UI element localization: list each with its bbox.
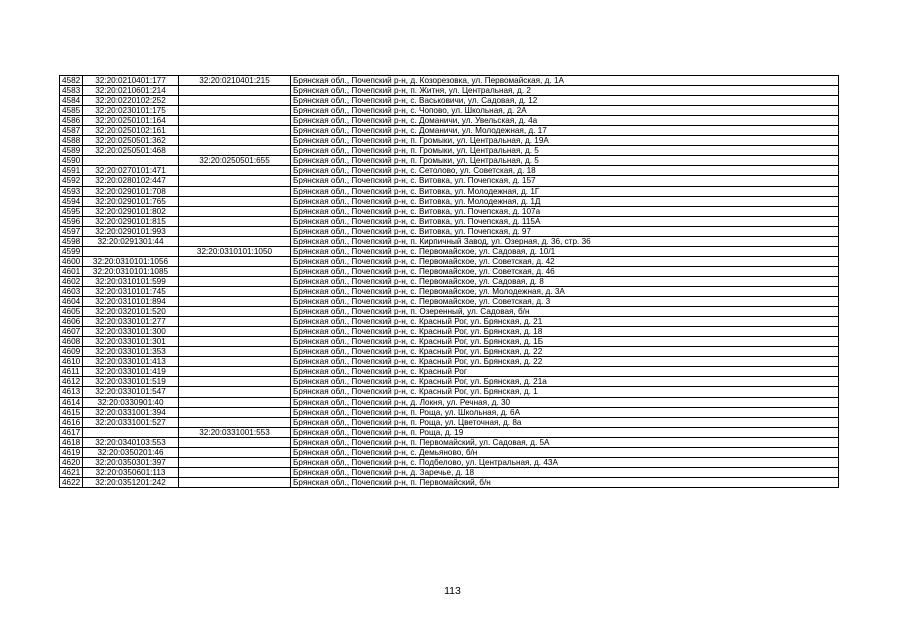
cadastral-number-cell: 32:20:0350601:113 <box>83 467 179 477</box>
row-number-cell: 4594 <box>60 196 83 206</box>
table-row <box>60 216 839 226</box>
row-number-cell: 4588 <box>60 136 83 146</box>
table-row <box>60 86 839 96</box>
related-cadastral-number-cell <box>179 236 291 246</box>
related-cadastral-number-cell <box>179 206 291 216</box>
table-row <box>60 236 839 246</box>
address-cell: Брянская обл., Почепский р-н, с. Красный Рог, ул. Брянская, д. 1Б <box>291 337 839 347</box>
related-cadastral-number-cell <box>179 196 291 206</box>
row-number-cell: 4592 <box>60 176 83 186</box>
related-cadastral-number-cell <box>179 387 291 397</box>
row-number-cell: 4583 <box>60 86 83 96</box>
cadastral-number-cell: 32:20:0230101:175 <box>83 106 179 116</box>
row-number-cell: 4604 <box>60 297 83 307</box>
address-cell: Брянская обл., Почепский р-н, п. Громыки, ул. Центральная, д. 5 <box>291 156 839 166</box>
related-cadastral-number-cell <box>179 307 291 317</box>
row-number-cell: 4586 <box>60 116 83 126</box>
address-cell: Брянская обл., Почепский р-н, с. Васьковичи, ул. Садовая, д. 12 <box>291 96 839 106</box>
cadastral-number-cell: 32:20:0330101:519 <box>83 377 179 387</box>
related-cadastral-number-cell <box>179 256 291 266</box>
related-cadastral-number-cell: 32:20:0210401:215 <box>179 76 291 86</box>
row-number-cell: 4611 <box>60 367 83 377</box>
row-number-cell: 4610 <box>60 357 83 367</box>
address-cell: Брянская обл., Почепский р-н, д. Заречье, д. 18 <box>291 467 839 477</box>
table-row <box>60 246 839 256</box>
related-cadastral-number-cell <box>179 397 291 407</box>
cadastral-number-cell: 32:20:0291301:44 <box>83 236 179 246</box>
row-number-cell: 4612 <box>60 377 83 387</box>
table-row <box>60 377 839 387</box>
row-number-cell: 4608 <box>60 337 83 347</box>
related-cadastral-number-cell <box>179 286 291 296</box>
row-number-cell: 4603 <box>60 286 83 296</box>
address-cell: Брянская обл., Почепский р-н, с. Витовка, ул. Почепская, д. 115А <box>291 216 839 226</box>
cadastral-number-cell: 32:20:0351201:242 <box>83 477 179 487</box>
table-row <box>60 286 839 296</box>
cadastral-number-cell: 32:20:0330101:353 <box>83 347 179 357</box>
cadastral-number-cell: 32:20:0290101:708 <box>83 186 179 196</box>
cadastral-number-cell: 32:20:0310101:745 <box>83 286 179 296</box>
related-cadastral-number-cell <box>179 136 291 146</box>
table-row <box>60 447 839 457</box>
cadastral-number-cell: 32:20:0350201:46 <box>83 447 179 457</box>
table-row <box>60 276 839 286</box>
related-cadastral-number-cell <box>179 146 291 156</box>
row-number-cell: 4598 <box>60 236 83 246</box>
related-cadastral-number-cell <box>179 297 291 307</box>
cadastral-number-cell: 32:20:0290101:802 <box>83 206 179 216</box>
related-cadastral-number-cell <box>179 417 291 427</box>
row-number-cell: 4616 <box>60 417 83 427</box>
related-cadastral-number-cell: 32:20:0331001:553 <box>179 427 291 437</box>
related-cadastral-number-cell <box>179 176 291 186</box>
property-table <box>59 75 839 488</box>
row-number-cell: 4599 <box>60 246 83 256</box>
related-cadastral-number-cell <box>179 317 291 327</box>
related-cadastral-number-cell <box>179 467 291 477</box>
cadastral-number-cell <box>83 246 179 256</box>
table-row <box>60 136 839 146</box>
row-number-cell: 4615 <box>60 407 83 417</box>
row-number-cell: 4613 <box>60 387 83 397</box>
related-cadastral-number-cell <box>179 116 291 126</box>
table-row <box>60 126 839 136</box>
related-cadastral-number-cell <box>179 327 291 337</box>
table-row <box>60 96 839 106</box>
row-number-cell: 4591 <box>60 166 83 176</box>
row-number-cell: 4587 <box>60 126 83 136</box>
address-cell: Брянская обл., Почепский р-н, п. Озеренный, ул. Садовая, б/н <box>291 307 839 317</box>
cadastral-number-cell: 32:20:0290101:815 <box>83 216 179 226</box>
address-cell: Брянская обл., Почепский р-н, п. Громыки, ул. Центральная, д. 19А <box>291 136 839 146</box>
row-number-cell: 4620 <box>60 457 83 467</box>
related-cadastral-number-cell <box>179 347 291 357</box>
related-cadastral-number-cell <box>179 367 291 377</box>
address-cell: Брянская обл., Почепский р-н, с. Витовка, ул. Молодежная, д. 1Г <box>291 186 839 196</box>
table-row <box>60 477 839 487</box>
address-cell: Брянская обл., Почепский р-н, д. Локня, ул. Речная, д. 30 <box>291 397 839 407</box>
row-number-cell: 4617 <box>60 427 83 437</box>
row-number-cell: 4619 <box>60 447 83 457</box>
table-row <box>60 407 839 417</box>
table-row <box>60 266 839 276</box>
table-row <box>60 116 839 126</box>
address-cell: Брянская обл., Почепский р-н, с. Первомайское, ул. Советская, д. 42 <box>291 256 839 266</box>
address-cell: Брянская обл., Почепский р-н, п. Громыки, ул. Центральная, д. 5 <box>291 146 839 156</box>
cadastral-number-cell: 32:20:0330101:277 <box>83 317 179 327</box>
table-row <box>60 417 839 427</box>
related-cadastral-number-cell <box>179 276 291 286</box>
row-number-cell: 4590 <box>60 156 83 166</box>
address-cell: Брянская обл., Почепский р-н, с. Демьяново, б/н <box>291 447 839 457</box>
address-cell: Брянская обл., Почепский р-н, с. Первомайское, ул. Садовая, д. 8 <box>291 276 839 286</box>
row-number-cell: 4607 <box>60 327 83 337</box>
address-cell: Брянская обл., Почепский р-н, п. Первомайский, ул. Садовая, д. 5А <box>291 437 839 447</box>
table-row <box>60 437 839 447</box>
cadastral-number-cell: 32:20:0331001:394 <box>83 407 179 417</box>
address-cell: Брянская обл., Почепский р-н, с. Первомайское, ул. Молодежная, д. 3А <box>291 286 839 296</box>
related-cadastral-number-cell <box>179 86 291 96</box>
address-cell: Брянская обл., Почепский р-н, с. Витовка, ул. Почепская, д. 157 <box>291 176 839 186</box>
cadastral-number-cell: 32:20:0210601:214 <box>83 86 179 96</box>
address-cell: Брянская обл., Почепский р-н, с. Витовка, ул. Почепская, д. 97 <box>291 226 839 236</box>
related-cadastral-number-cell <box>179 126 291 136</box>
related-cadastral-number-cell: 32:20:0310101:1050 <box>179 246 291 256</box>
related-cadastral-number-cell <box>179 226 291 236</box>
cadastral-number-cell: 32:20:0331001:527 <box>83 417 179 427</box>
address-cell: Брянская обл., Почепский р-н, с. Доманичи, ул. Увельская, д. 4а <box>291 116 839 126</box>
related-cadastral-number-cell <box>179 457 291 467</box>
table-row <box>60 367 839 377</box>
cadastral-number-cell: 32:20:0330101:547 <box>83 387 179 397</box>
row-number-cell: 4605 <box>60 307 83 317</box>
related-cadastral-number-cell <box>179 437 291 447</box>
address-cell: Брянская обл., Почепский р-н, с. Сетолово, ул. Советская, д. 18 <box>291 166 839 176</box>
address-cell: Брянская обл., Почепский р-н, с. Красный Рог, ул. Брянская, д. 21а <box>291 377 839 387</box>
address-cell: Брянская обл., Почепский р-н, с. Красный Рог <box>291 367 839 377</box>
cadastral-number-cell: 32:20:0320101:520 <box>83 307 179 317</box>
table-row <box>60 397 839 407</box>
table-row <box>60 387 839 397</box>
table-row <box>60 457 839 467</box>
address-cell: Брянская обл., Почепский р-н, п. Житня, ул. Центральная, д. 2 <box>291 86 839 96</box>
related-cadastral-number-cell <box>179 477 291 487</box>
address-cell: Брянская обл., Почепский р-н, с. Первомайское, ул. Советская, д. 46 <box>291 266 839 276</box>
table-row <box>60 307 839 317</box>
related-cadastral-number-cell <box>179 447 291 457</box>
cadastral-number-cell: 32:20:0250102:161 <box>83 126 179 136</box>
cadastral-number-cell: 32:20:0310101:1085 <box>83 266 179 276</box>
row-number-cell: 4589 <box>60 146 83 156</box>
table-row <box>60 186 839 196</box>
row-number-cell: 4609 <box>60 347 83 357</box>
related-cadastral-number-cell <box>179 377 291 387</box>
table-row <box>60 427 839 437</box>
row-number-cell: 4601 <box>60 266 83 276</box>
related-cadastral-number-cell: 32:20:0250501:655 <box>179 156 291 166</box>
address-cell: Брянская обл., Почепский р-н, п. Роща, ул. Школьная, д. 6А <box>291 407 839 417</box>
related-cadastral-number-cell <box>179 357 291 367</box>
table-row <box>60 327 839 337</box>
row-number-cell: 4595 <box>60 206 83 216</box>
table-row <box>60 467 839 477</box>
cadastral-number-cell: 32:20:0270101:471 <box>83 166 179 176</box>
address-cell: Брянская обл., Почепский р-н, д. Козорезовка, ул. Первомайская, д. 1А <box>291 76 839 86</box>
address-cell: Брянская обл., Почепский р-н, с. Первомайское, ул. Садовая, д. 10/1 <box>291 246 839 256</box>
cadastral-number-cell: 32:20:0280102:447 <box>83 176 179 186</box>
cadastral-number-cell: 32:20:0330101:413 <box>83 357 179 367</box>
table-row <box>60 166 839 176</box>
cadastral-number-cell: 32:20:0350301:397 <box>83 457 179 467</box>
address-cell: Брянская обл., Почепский р-н, с. Первомайское, ул. Советская, д. 3 <box>291 297 839 307</box>
table-row <box>60 347 839 357</box>
related-cadastral-number-cell <box>179 337 291 347</box>
address-cell: Брянская обл., Почепский р-н, п. Первомайский, б/н <box>291 477 839 487</box>
address-cell: Брянская обл., Почепский р-н, с. Красный Рог, ул. Брянская, д. 18 <box>291 327 839 337</box>
table-row <box>60 357 839 367</box>
cadastral-number-cell: 32:20:0220102:252 <box>83 96 179 106</box>
cadastral-number-cell: 32:20:0290101:993 <box>83 226 179 236</box>
related-cadastral-number-cell <box>179 407 291 417</box>
related-cadastral-number-cell <box>179 106 291 116</box>
row-number-cell: 4622 <box>60 477 83 487</box>
row-number-cell: 4582 <box>60 76 83 86</box>
related-cadastral-number-cell <box>179 96 291 106</box>
cadastral-number-cell: 32:20:0330101:300 <box>83 327 179 337</box>
row-number-cell: 4621 <box>60 467 83 477</box>
row-number-cell: 4614 <box>60 397 83 407</box>
cadastral-number-cell: 32:20:0330101:419 <box>83 367 179 377</box>
row-number-cell: 4596 <box>60 216 83 226</box>
address-cell: Брянская обл., Почепский р-н, с. Чопово, ул. Школьная, д. 2А <box>291 106 839 116</box>
table-row <box>60 156 839 166</box>
address-cell: Брянская обл., Почепский р-н, с. Витовка, ул. Почепская, д. 107а <box>291 206 839 216</box>
table-row <box>60 106 839 116</box>
table-row <box>60 297 839 307</box>
address-cell: Брянская обл., Почепский р-н, п. Роща, ул. Цветочная, д. 8а <box>291 417 839 427</box>
row-number-cell: 4584 <box>60 96 83 106</box>
row-number-cell: 4585 <box>60 106 83 116</box>
cadastral-number-cell: 32:20:0210401:177 <box>83 76 179 86</box>
cadastral-number-cell: 32:20:0310101:894 <box>83 297 179 307</box>
row-number-cell: 4593 <box>60 186 83 196</box>
address-cell: Брянская обл., Почепский р-н, с. Красный Рог, ул. Брянская, д. 22 <box>291 347 839 357</box>
row-number-cell: 4618 <box>60 437 83 447</box>
table-row <box>60 256 839 266</box>
table-row <box>60 226 839 236</box>
address-cell: Брянская обл., Почепский р-н, с. Красный Рог, ул. Брянская, д. 21 <box>291 317 839 327</box>
table-row <box>60 337 839 347</box>
row-number-cell: 4606 <box>60 317 83 327</box>
cadastral-number-cell: 32:20:0330901:40 <box>83 397 179 407</box>
address-cell: Брянская обл., Почепский р-н, п. Роща, д. 19 <box>291 427 839 437</box>
table-row <box>60 76 839 86</box>
related-cadastral-number-cell <box>179 166 291 176</box>
cadastral-number-cell: 32:20:0250101:164 <box>83 116 179 126</box>
address-cell: Брянская обл., Почепский р-н, с. Красный Рог, ул. Брянская, д. 22 <box>291 357 839 367</box>
address-cell: Брянская обл., Почепский р-н, с. Витовка, ул. Молодежная, д. 1Д <box>291 196 839 206</box>
related-cadastral-number-cell <box>179 186 291 196</box>
cadastral-number-cell: 32:20:0290101:765 <box>83 196 179 206</box>
cadastral-number-cell: 32:20:0310101:1056 <box>83 256 179 266</box>
address-cell: Брянская обл., Почепский р-н, с. Подбелово, ул. Центральная, д. 43А <box>291 457 839 467</box>
cadastral-number-cell <box>83 427 179 437</box>
table-row <box>60 146 839 156</box>
table-row <box>60 206 839 216</box>
address-cell: Брянская обл., Почепский р-н, с. Красный Рог, ул. Брянская, д. 1 <box>291 387 839 397</box>
property-table-body <box>60 76 839 488</box>
cadastral-number-cell: 32:20:0250501:362 <box>83 136 179 146</box>
table-row <box>60 196 839 206</box>
related-cadastral-number-cell <box>179 216 291 226</box>
cadastral-number-cell: 32:20:0310101:599 <box>83 276 179 286</box>
address-cell: Брянская обл., Почепский р-н, п. Кирпичный Завод, ул. Озерная, д. 36, стр. 36 <box>291 236 839 246</box>
page-number: 113 <box>444 585 461 597</box>
related-cadastral-number-cell <box>179 266 291 276</box>
row-number-cell: 4602 <box>60 276 83 286</box>
table-row <box>60 317 839 327</box>
table-row <box>60 176 839 186</box>
cadastral-number-cell <box>83 156 179 166</box>
cadastral-number-cell: 32:20:0340103:553 <box>83 437 179 447</box>
address-cell: Брянская обл., Почепский р-н, с. Доманичи, ул. Молодежная, д. 17 <box>291 126 839 136</box>
cadastral-number-cell: 32:20:0330101:301 <box>83 337 179 347</box>
cadastral-number-cell: 32:20:0250501:468 <box>83 146 179 156</box>
row-number-cell: 4600 <box>60 256 83 266</box>
row-number-cell: 4597 <box>60 226 83 236</box>
